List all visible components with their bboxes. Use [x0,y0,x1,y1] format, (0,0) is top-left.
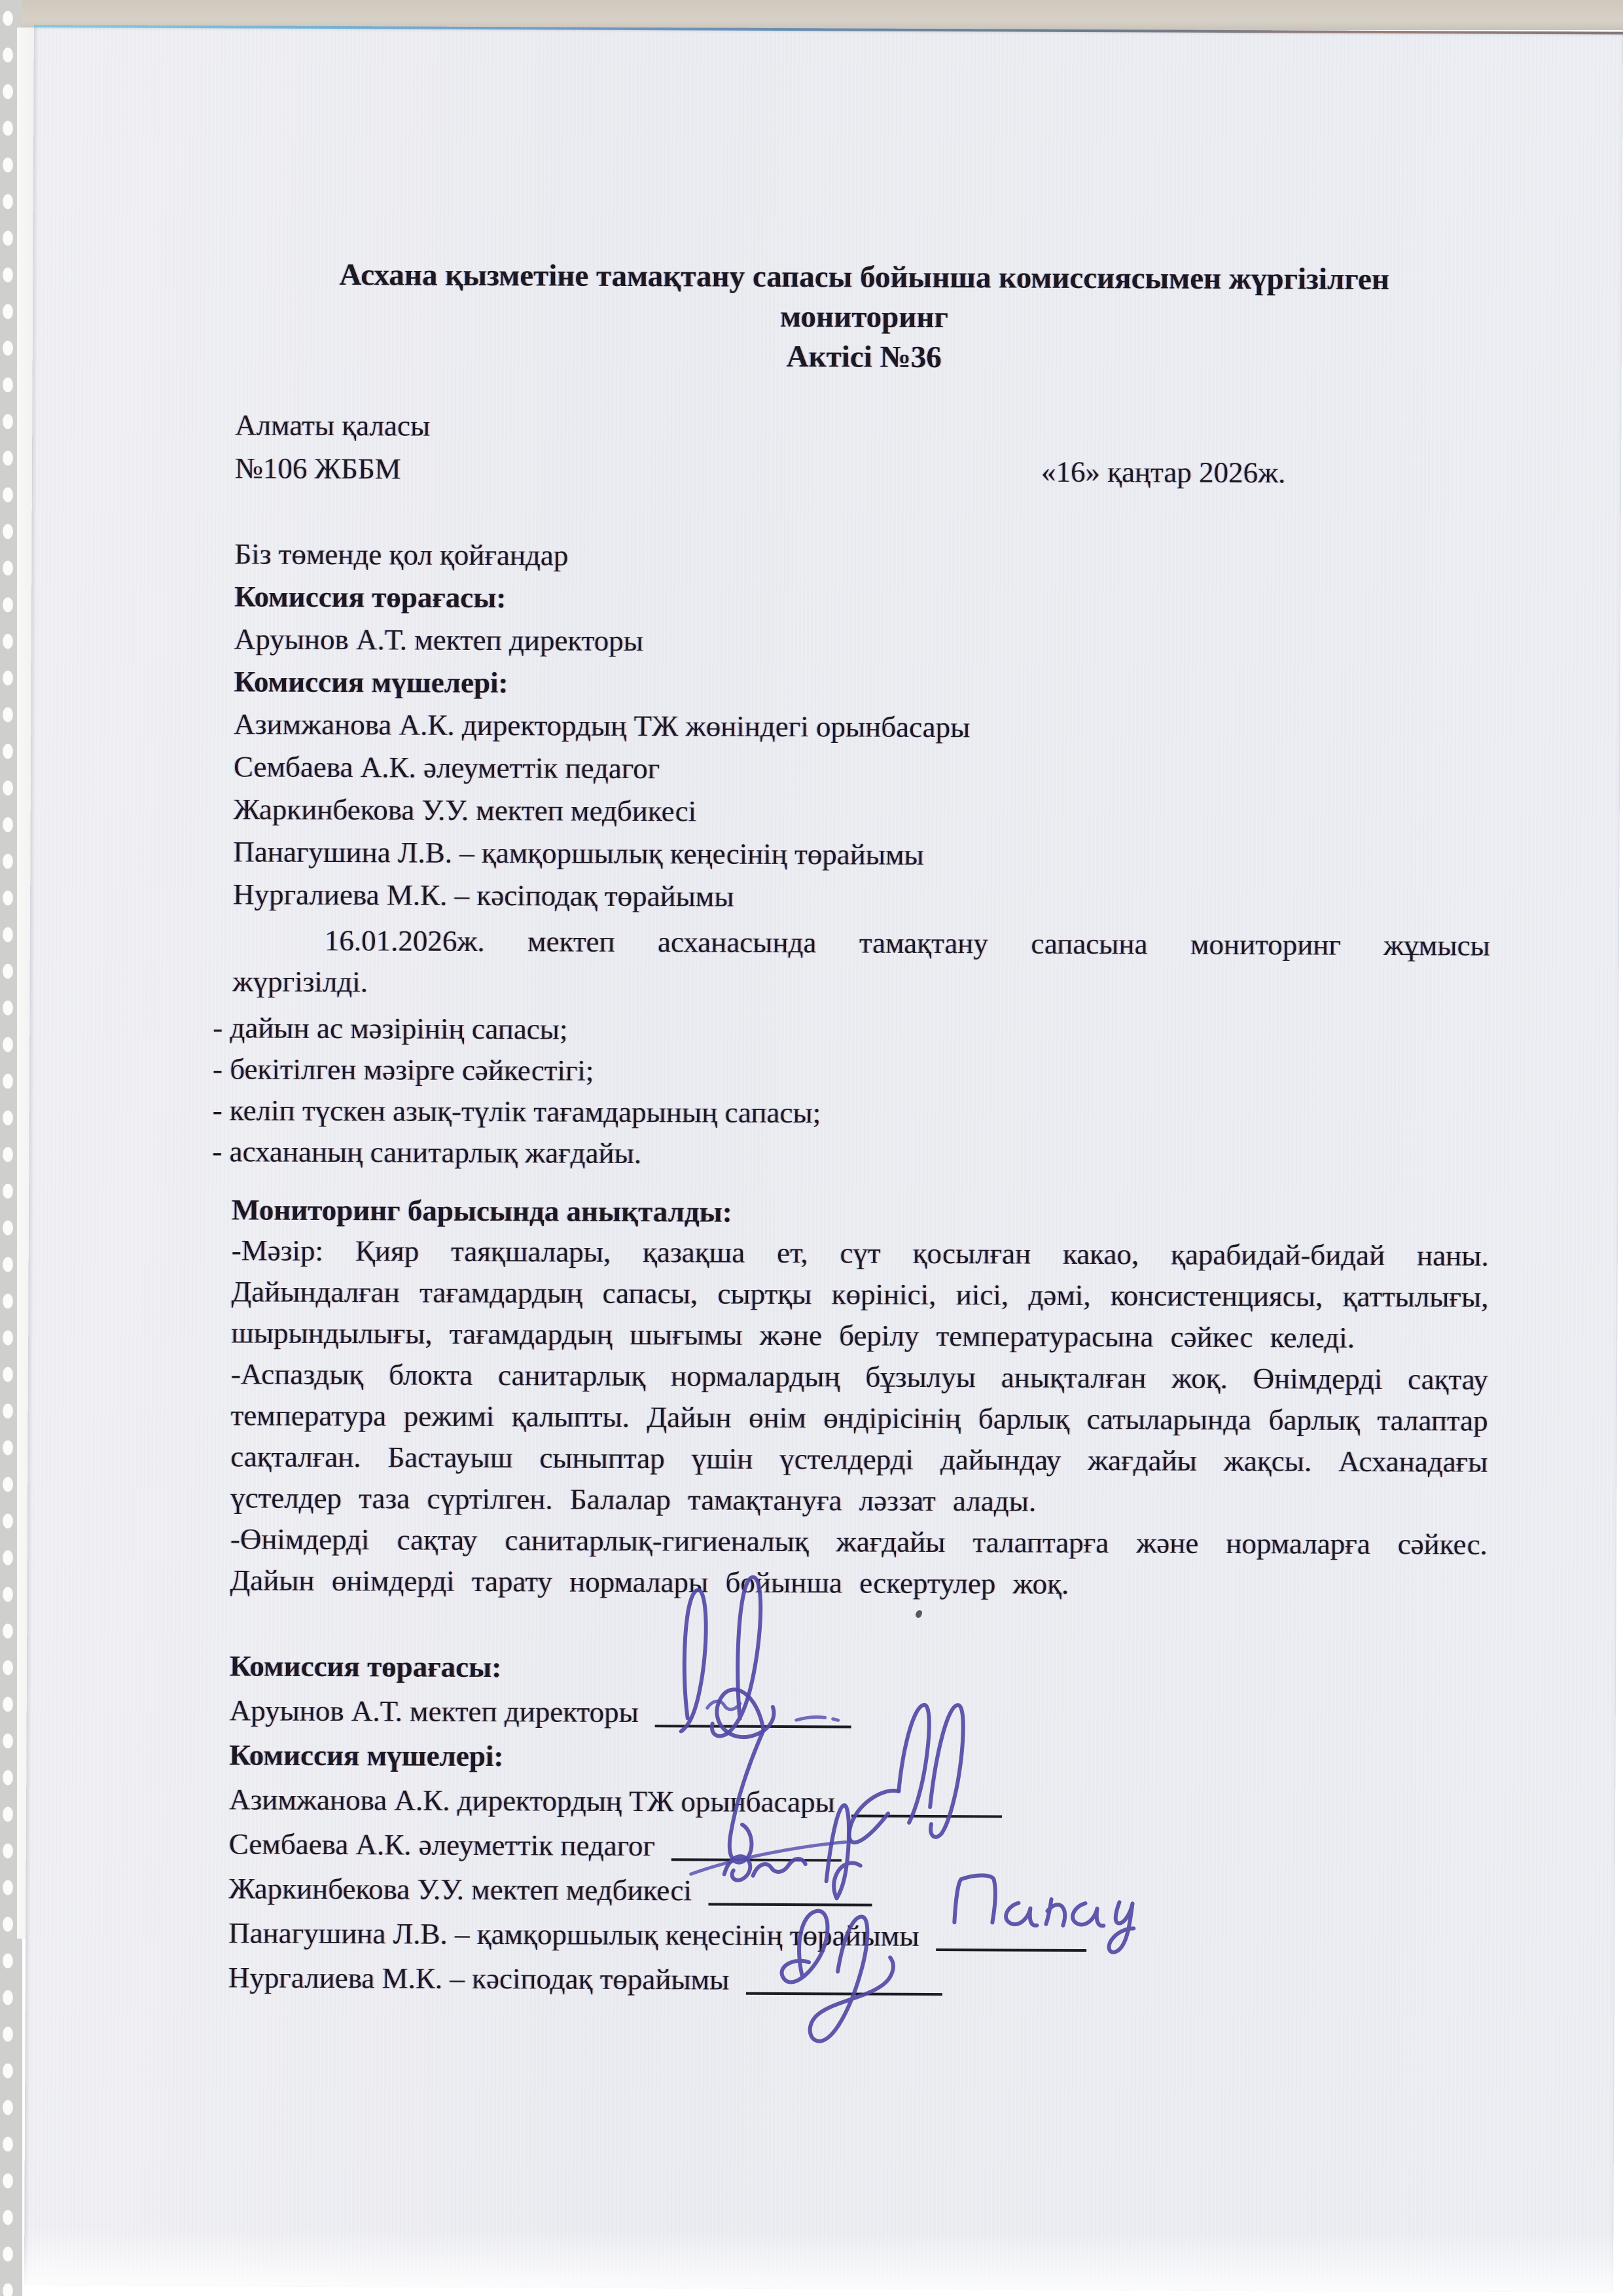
meta-city: Алматы қаласы [235,408,431,442]
document-meta [235,403,1493,495]
signatures-chair-heading: Комиссия төрағасы: [229,1649,502,1684]
findings-paragraph: -Мәзір: Қияр таяқшалары, қазақша ет, сүт қосылған какао, қарабидай-бидай наны. Дайындалған тағамдардың сапасы, сыртқы көрінісі, иісі, дәмі, консистенциясы, қаттылығы, шырындылығы, тағамдардың шығымы және берілу температурасына сәйкес келеді. [231,1234,1489,1354]
title-line-2: мониторинг [780,299,949,335]
meta-school: №106 ЖББМ [234,452,401,486]
signatures-section [228,1643,1487,2005]
members-heading: Комиссия мүшелері: [234,665,508,700]
monitoring-note: 16.01.2026ж. мектеп асханасында тамақтану сапасына мониторинг жұмысы жүргізілді. [232,924,1490,999]
signature-label: Азимжанова А.К. директордың ТЖ орынбасары [229,1783,836,1819]
title-line-3: Актісі №36 [786,340,942,375]
member-line: Сембаева А.К. әлеуметтік педагог [233,750,660,785]
meta-date: «16» қаңтар 2026ж. [1041,455,1286,490]
checklist-item: - келіп түскен азық-түлік тағамдарының сапасы; [212,1094,821,1130]
signature-label: Панагушина Л.В. – қамқоршылық кеңесінің төрайымы [228,1916,919,1952]
title-line-1: Асхана қызметіне тамақтану сапасы бойынша комиссиясымен жүргізілген [339,258,1390,297]
checklist [212,1007,1489,1178]
commission-section [212,533,1491,1177]
checklist-item: - асхананың санитарлық жағдайы. [212,1135,642,1170]
document-title [236,255,1493,380]
signature-nurgalieva [739,1846,975,2056]
chair-heading: Комиссия төрағасы: [234,580,507,615]
signature-row-nurgalieva [228,1955,1486,2005]
signature-label: Жаркинбекова У.У. мектеп медбикесі [228,1872,692,1907]
chair-name: Аруынов А.Т. мектеп директоры [234,622,644,658]
findings-paragraph: -Аспаздық блокта санитарлық нормалардың бұзылуы анықталған жоқ. Өнімдерді сақтау температура режимі қалыпты. Дайын өнім өндірісінің барлық сатыларында барлық талаптар сақталған. Бастауыш сыныптар үшін үстелдерді дайындау жағдайы жақсы. Асханадағы үстелдер таза сүртілген. Балалар тамақтануға ләззат алады. [230,1357,1489,1518]
signature-label: Сембаева А.К. әлеуметтік педагог [228,1827,656,1863]
checklist-item: - дайын ас мәзірінің сапасы; [213,1011,568,1046]
findings-section [230,1189,1489,1606]
signatures-members-heading: Комиссия мүшелері: [229,1738,504,1773]
member-line: Жаркинбекова У.У. мектеп медбикесі [233,793,697,828]
member-line: Нургалиева М.К. – кәсіподақ төрайымы [233,878,734,913]
findings-heading: Мониторинг барысында анықталды: [231,1193,732,1229]
signature-label: Аруынов А.Т. мектеп директоры [229,1694,639,1729]
meta-row [235,446,1492,495]
checklist-item: - бекітілген мәзірге сәйкестігі; [212,1052,594,1087]
member-line: Азимжанова А.К. директордың ТЖ жөніндегі орынбасары [234,708,971,744]
member-line: Панагушина Л.В. – қамқоршылық кеңесінің төрайымы [233,835,924,871]
ink-dot-artifact [915,1609,923,1619]
signature-label: Нургалиева М.К. – кәсіподақ төрайымы [228,1961,730,1996]
signature-line [746,1986,942,1996]
findings-paragraph: -Өнімдерді сақтау санитарлық-гигиеналық жағдайы талаптарға және нормаларға сәйкес. Дайын өнімдерді тарату нормалары бойынша ескертулер жоқ. [230,1522,1488,1600]
document-page [24,25,1623,2293]
intro-line: Біз төменде қол қойғандар [234,537,569,572]
